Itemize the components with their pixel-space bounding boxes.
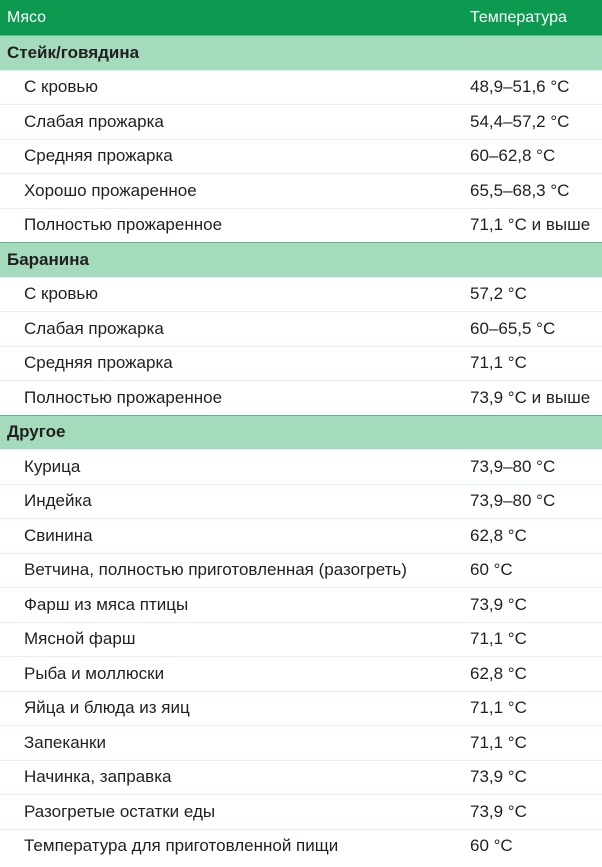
- table-row: [0, 829, 602, 864]
- table-row: [0, 553, 602, 588]
- meat-item: Начинка, заправка: [24, 767, 172, 787]
- section-row: [0, 415, 602, 450]
- temperature-value: 57,2 °C: [470, 284, 527, 304]
- table-row: [0, 208, 602, 243]
- section-title: Другое: [7, 422, 66, 442]
- section-row: [0, 35, 602, 70]
- temperature-value: 65,5–68,3 °C: [470, 180, 570, 200]
- meat-item: Полностью прожаренное: [24, 215, 223, 235]
- temperature-value: 73,9–80 °C: [470, 491, 556, 511]
- table-body: [0, 35, 602, 863]
- meat-item: Слабая прожарка: [24, 111, 164, 131]
- meat-item: Фарш из мяса птицы: [24, 594, 189, 614]
- table-row: [0, 587, 602, 622]
- meat-item: Мясной фарш: [24, 629, 136, 649]
- temperature-value: 71,1 °C: [470, 698, 527, 718]
- header-temperature: Температура: [470, 8, 567, 26]
- table-row: [0, 139, 602, 174]
- table-row: [0, 380, 602, 415]
- temperature-value: 60 °C: [470, 560, 513, 580]
- meat-item: Яйца и блюда из яиц: [24, 698, 190, 718]
- temperature-value: 60 °C: [470, 836, 513, 856]
- meat-item: С кровью: [24, 284, 98, 304]
- temperature-value: 60–65,5 °C: [470, 318, 556, 338]
- temperature-value: 60–62,8 °C: [470, 146, 556, 166]
- table-row: [0, 173, 602, 208]
- meat-item: Полностью прожаренное: [24, 387, 223, 407]
- section-title: Баранина: [7, 249, 89, 269]
- table-row: [0, 70, 602, 105]
- temperature-value: 71,1 °C: [470, 353, 527, 373]
- table-row: [0, 346, 602, 381]
- section-title: Стейк/говядина: [7, 42, 140, 62]
- temperature-value: 62,8 °C: [470, 525, 527, 545]
- meat-item: Разогретые остатки еды: [24, 801, 216, 821]
- meat-item: Запеканки: [24, 732, 106, 752]
- temperature-value: 73,9–80 °C: [470, 456, 556, 476]
- temperature-value: 73,9 °C и выше: [470, 387, 591, 407]
- table-row: [0, 449, 602, 484]
- table-row: [0, 622, 602, 657]
- table-row: [0, 760, 602, 795]
- temperature-value: 54,4–57,2 °C: [470, 111, 570, 131]
- table-row: [0, 484, 602, 519]
- meat-item: Слабая прожарка: [24, 318, 164, 338]
- meat-item: Средняя прожарка: [24, 353, 173, 373]
- table-row: [0, 277, 602, 312]
- meat-item: Хорошо прожаренное: [24, 180, 197, 200]
- section-row: [0, 242, 602, 277]
- meat-item: Ветчина, полностью приготовленная (разогреть): [24, 560, 407, 580]
- meat-item: Температура для приготовленной пищи: [24, 836, 339, 856]
- table-row: [0, 311, 602, 346]
- temperature-value: 71,1 °C и выше: [470, 215, 591, 235]
- table-row: [0, 104, 602, 139]
- table-row: [0, 725, 602, 760]
- meat-item: С кровью: [24, 77, 98, 97]
- meat-item: Свинина: [24, 525, 93, 545]
- meat-item: Курица: [24, 456, 81, 476]
- table-header: [0, 0, 602, 35]
- table-row: [0, 691, 602, 726]
- temperature-value: 73,9 °C: [470, 801, 527, 821]
- temperature-value: 71,1 °C: [470, 732, 527, 752]
- table-row: [0, 656, 602, 691]
- meat-item: Рыба и моллюски: [24, 663, 165, 683]
- table-row: [0, 518, 602, 553]
- header-meat: Мясо: [7, 8, 47, 26]
- temperature-value: 73,9 °C: [470, 767, 527, 787]
- temperature-value: 71,1 °C: [470, 629, 527, 649]
- table-row: [0, 794, 602, 829]
- meat-item: Средняя прожарка: [24, 146, 173, 166]
- temperature-value: 62,8 °C: [470, 663, 527, 683]
- temperature-value: 73,9 °C: [470, 594, 527, 614]
- meat-item: Индейка: [24, 491, 92, 511]
- temperature-value: 48,9–51,6 °C: [470, 77, 570, 97]
